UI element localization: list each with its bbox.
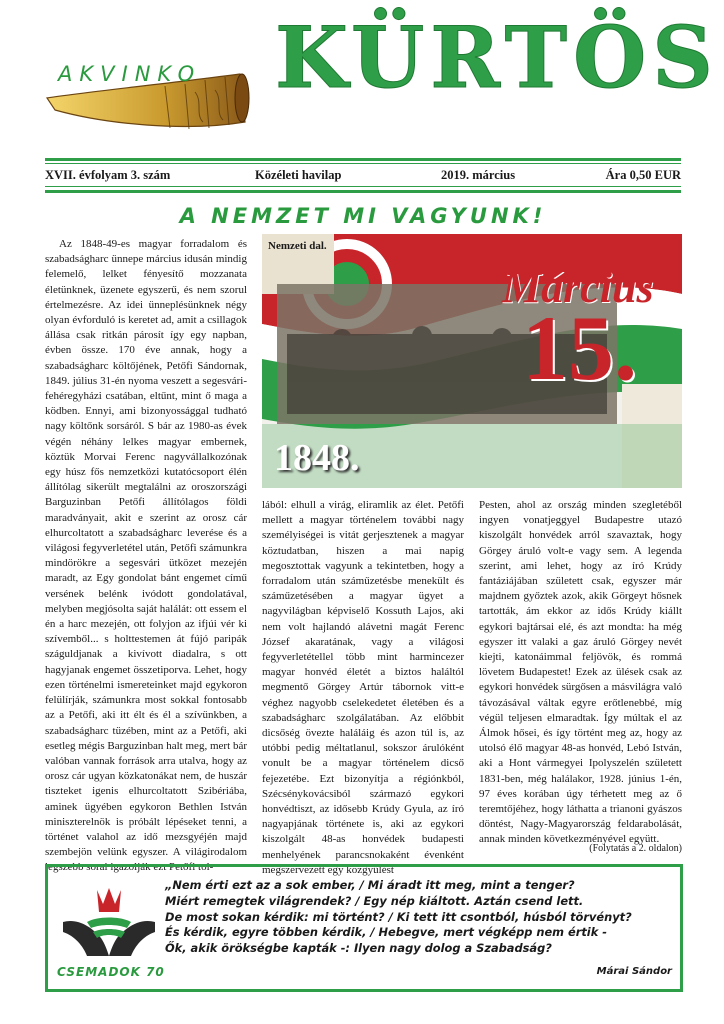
issue-date: 2019. március — [441, 168, 516, 182]
quote-line: Ők, akik örökségbe kapták -: Ilyen nagy dolog a Szabadság? — [165, 941, 552, 956]
top-rule-2 — [45, 163, 681, 164]
column-1-text: Az 1848-49-es magyar forradalom és szabadságharc ünnepe március idusán mindig felemelő, lelket fényesítő mozzanata életünknek, üzenete egyszerű, és nem szorul értelmezésre. Az idei ünneplésünknek négy olyan évforduló is keretet ad, amit a csillagok állása csak ritkán párosít így egy napban, évben össze. 170 éve annak, hogy a szabadságharc költőjének, Petőfi Sándornak, 1849. július 31-én nyoma veszett a segesvári-fehéregyházi csatában, eltűnt, mint ő maga a ködben. Ennyi, ami bizonyossággal tudható nagy költőnk sorsáról. S bár az 1980-as évek végén néhány lelkes magyar embernek, köztük Morvai Ferenc nagyvállalkozónak egy húsz fős nemzetközi kutatócsoport élén állítólag sikerült megtalálni az oroszországi Barguzinban Petőfi állítólagos földi maradványait, akit e szerint az orosz cár elhurcoltatott a szabadságharc leverése és a világosi fegyverletétel után, Petőfi számunkra mindörökre a segesvári ütközet mezején maradt, az Egy gondolat bánt engemet című versének belénk ivódott gondolatával, melyben megjósolta saját halálát: ott essem el én a harc mezején, ott folyjon az ifjúi vér ki szívemből... s holttestemen át fújó paripák száguldjanak a kivívott diadalra, s ott hagyjanak engemet összetiporva. Lehet, hogy ezen történelmi ismereteinket majd egykoron felülírják, számunkra most sokkal fontosabb az a Petőfi, aki itt élt és él a szívünkben, a szabadságharc tüzében, mint az a Petőfi, aki esetleg mégis Barguzinban halt meg, mert bár valóban vannak források arra utalva, hogy az orosz cár ugyan közkatonákat nem, de huszár tiszteket igenis elhurcoltatott Szibériába, aminek ügyében egykoron Bethlen István miniszterelnök is próbált lépéseket tenni, a történet valahol az idő mezsgyéjén majd szembejön velünk egyszer. A világirodalom legszebb sorai igazolják ezt Petőfi tol- — [45, 238, 247, 874]
year-label: 1848. — [274, 437, 360, 479]
article-column-2 — [262, 498, 464, 878]
march-15-illustration — [262, 234, 682, 488]
top-rule — [45, 158, 681, 161]
quote-author: Márai Sándor — [596, 966, 672, 977]
poem-title: Nemzeti dal. — [268, 240, 327, 252]
quote-line: Miért remegtek világrendek? / Egy nép kiáltott. Aztán csend lett. — [165, 893, 584, 908]
bottom-rule-2 — [45, 190, 681, 193]
newspaper-title: KÜRTÖS — [275, 8, 719, 107]
column-3-text: Pesten, ahol az ország minden szegletéből ingyen vonatjeggyel Budapestre utazó kiszolgált honvédek arról szavaztak, hogy Görgey áruló volt-e vagy sem. A legenda szerint, ami lehet, hogy az író Krúdy fantáziájában született csak, egyszer már majdnem győztek azok, akik Görgeyt hősnek tartották, ám ekkor az idős Krúdy kiállt egykori bajtársai elé, és azt mondta: ha még egyszer itt valaki a gaz áruló Görgey nevét kiejti, katonáimmal feljövök, és rommá lövetem Budapestet! Ezek az ülések csak az egykori honvédek sürgősen a másvilágra való távozásával váltak egyre erőtlenebbé, míg végül teljesen elmaradtak. Így múltak el az Álmok hősei, és így történt meg az, hogy az utolsó élő magyar 48-as honvéd, Lebó István, aki a Hont vármegyei Ipolyszelén született 1831-ben, még halálakor, 1928. június 1-én, 97 éves korában úgy térhetett meg az ő teremtőjéhez, hogy láthatta a trianoni gyászos döntést, Nagy-Magyarország feldarabolását, annak minden következményével együtt. — [479, 499, 682, 846]
quote-text — [165, 878, 675, 957]
quote-line: És kérdik, egyre többen kérdik, / Hebegve, mert végképp nem értik - — [165, 925, 607, 940]
publication-subtitle: Közéleti havilap — [255, 168, 342, 182]
csemadok-logo — [57, 882, 161, 962]
article-column-3 — [479, 498, 682, 848]
article-column-1 — [45, 237, 247, 876]
issue-info-bar — [45, 168, 681, 184]
continued-note: (Folytatás a 2. oldalon) — [589, 843, 682, 854]
column-2-text: lából: elhull a virág, eliramlik az élet. Petőfi mellett a magyar történelem további nagy személyiségei is vitát gerjesztenek a magyar köztudatban, hiszen a mai napig megosztottak vagyunk a tekintetben, hogy a forradalom után száműzetésbe menekült és száműzetésében a magyar ügyet a nagyvilágban képviselő Kossuth Lajos, aki nem volt hajlandó alávetni magát Ferenc József akaratának, vagy a világosi fegyverletétellel több mint harmincezer magyar honvéd életét a biztos haláltól megmentő Görgey Artúr tábornok vitt-e véghez nagyobb cselekedetet életében és a szabadságharc szolgálatában. Az előbbit dicsőség övezte haláláig és azon túl is, az utóbbi pedig méltatlanul, sokszor árulóként vonult be a magyar történelem dicső fejezetébe. Ezt bizonyítja a régiónkból, Szécsénykovácsiból származó egykori honvédtiszt, az idősebb Krúdy Gyula, az író nagyapjának története is, aki az egykori kiszolgált 48-as honvédek budapesti menhelyének parancsnokaként évenként megszervezett egy közgyűlést — [262, 499, 464, 876]
volume-number: XVII. évfolyam 3. szám — [45, 168, 171, 182]
quote-line: De most sokan kérdik: mi történt? / Ki tett itt csontból, húsból törvényt? — [165, 909, 632, 924]
csemadok-label: CSEMADOK 70 — [57, 965, 165, 979]
bottom-rule — [45, 186, 681, 187]
article-headline: A NEMZET MI VAGYUNK! — [179, 204, 547, 228]
aquincum-wordmark: AKVINKO — [58, 62, 202, 86]
quote-line: „Nem érti ezt az a sok ember, / Mi áradt itt meg, mint a tenger? — [165, 878, 575, 892]
month-label: Március — [502, 263, 654, 312]
price: Ára 0,50 EUR — [605, 168, 681, 182]
day-label: 15. — [522, 297, 637, 399]
